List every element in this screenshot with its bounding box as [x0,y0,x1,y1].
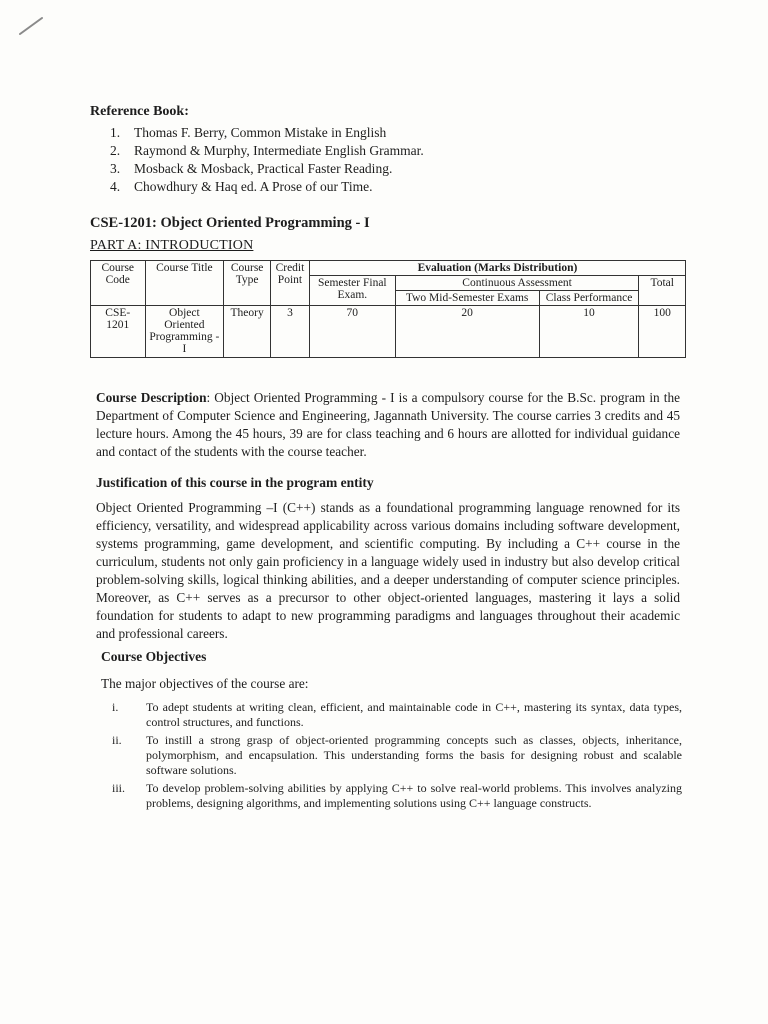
cell-title: Object Oriented Programming - I [145,306,224,358]
cell-credit: 3 [271,306,310,358]
objectives-list [112,700,682,814]
description-label: Course Description [96,390,207,405]
list-item: ii. To instill a strong grasp of object-oriented programming concepts such as classes, objects, inheritance, polymorphism, and encapsulation. This understanding forms the basis for designing robust and scalable software solutions. [112,733,682,777]
cell-final: 70 [309,306,395,358]
course-description [96,389,680,461]
justification-text: Object Oriented Programming –I (C++) stands as a foundational programming language renowned for its efficiency, versatility, and widespread applicability across various domains including software development, systems programming, game development, and scientific computing. By including a C++ course in the curriculum, students not only gain proficiency in a language widely used in industry but also develop critical problem-solving skills, logical thinking abilities, and a deeper understanding of computer science principles. Moreover, as C++ serves as a precursor to other object-oriented languages, mastering it lays a solid foundation for students to adapt to new programming paradigms and languages throughout their academic and professional careers. [96,500,680,641]
header-semester-final: Semester Final Exam. [309,276,395,306]
objectives-intro: The major objectives of the course are: [101,676,309,691]
header-total: Total [639,276,686,306]
list-item: 1. Thomas F. Berry, Common Mistake in English [110,125,387,140]
pen-mark-icon [18,14,48,38]
header-credit-point: Credit Point [271,261,310,306]
list-item: iii. To develop problem-solving abilities by applying C++ to solve real-world problems. This involves analyzing problems, designing algorithms, and implementing solutions using C++ language constructs. [112,781,682,810]
header-course-code: Course Code [91,261,146,306]
header-course-type: Course Type [224,261,271,306]
part-heading: PART A: INTRODUCTION [90,238,254,253]
table-row [91,261,686,276]
justification-heading: Justification of this course in the program entity [96,475,374,490]
course-heading: CSE-1201: Object Oriented Programming - I [90,215,370,231]
cell-mid: 20 [395,306,539,358]
list-item: 3. Mosback & Mosback, Practical Faster Reading. [110,161,393,176]
objectives-heading: Course Objectives [101,649,207,664]
header-continuous: Continuous Assessment [395,276,639,291]
header-class-performance: Class Performance [539,291,639,306]
cell-code: CSE-1201 [91,306,146,358]
table-row [91,306,686,358]
list-item: 2. Raymond & Murphy, Intermediate English Grammar. [110,143,424,158]
evaluation-table [90,260,686,358]
header-mid-semester: Two Mid-Semester Exams [395,291,539,306]
description-text: : Object Oriented Programming - I is a compulsory course for the B.Sc. program in the Department of Computer Science and Engineering, Jagannath University. The course carries 3 credits and 45 lecture hours. Among the 45 hours, 39 are for class teaching and 6 hours are allotted for individual guidance and contact of the students with the course teacher. [96,390,680,459]
cell-type: Theory [224,306,271,358]
header-evaluation: Evaluation (Marks Distribution) [309,261,685,276]
cell-class: 10 [539,306,639,358]
reference-list [110,124,424,196]
list-item: i. To adept students at writing clean, efficient, and maintainable code in C++, mastering its syntax, data types, control structures, and functions. [112,700,682,729]
list-item: 4. Chowdhury & Haq ed. A Prose of our Time. [110,179,373,194]
cell-total: 100 [639,306,686,358]
header-course-title: Course Title [145,261,224,306]
reference-heading: Reference Book: [90,104,189,119]
